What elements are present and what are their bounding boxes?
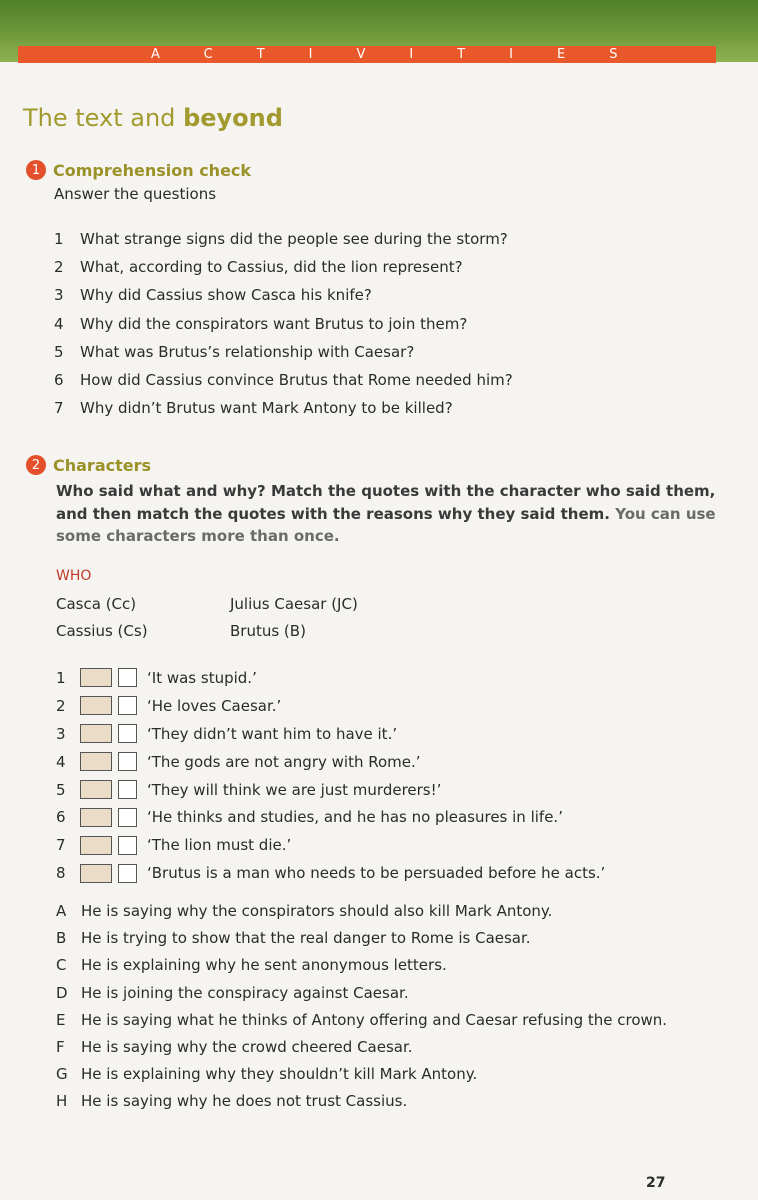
character-answer-box[interactable] xyxy=(80,752,112,771)
quote-number: 7 xyxy=(56,836,66,855)
section-title: Comprehension check xyxy=(53,160,252,180)
quote-item xyxy=(56,692,605,720)
reason-answer-box[interactable] xyxy=(118,780,137,799)
quote-number: 2 xyxy=(56,696,66,715)
section-comprehension-header xyxy=(26,160,251,180)
question-list xyxy=(54,230,513,427)
quote-number: 1 xyxy=(56,668,66,687)
character-name: Casca (Cc) xyxy=(56,595,137,613)
section-number-badge: 1 xyxy=(26,160,46,180)
quote-number: 5 xyxy=(56,780,66,799)
reason-letter: C xyxy=(56,956,67,975)
reason-answer-box[interactable] xyxy=(118,724,137,743)
question-text: Why did the conspirators want Brutus to join them? xyxy=(80,314,468,333)
character-name: Julius Caesar (JC) xyxy=(230,595,358,613)
question-item xyxy=(54,258,513,286)
reason-item xyxy=(56,1065,667,1092)
question-text: What, according to Cassius, did the lion represent? xyxy=(80,258,463,277)
reason-item xyxy=(56,929,667,956)
question-item xyxy=(54,343,513,371)
reason-item xyxy=(56,956,667,983)
question-item xyxy=(54,399,513,427)
title-normal: The text and xyxy=(23,104,176,132)
reason-answer-box[interactable] xyxy=(118,668,137,687)
question-number: 2 xyxy=(54,258,64,277)
question-number: 6 xyxy=(54,370,64,389)
question-number: 3 xyxy=(54,286,64,305)
activities-label: ACTIVITIES xyxy=(151,47,662,62)
quote-text: ‘He loves Caesar.’ xyxy=(147,696,282,715)
section-instruction: Answer the questions xyxy=(54,185,217,203)
who-label: WHO xyxy=(56,568,92,584)
question-item xyxy=(54,315,513,343)
page-number: 27 xyxy=(646,1175,666,1191)
character-answer-box[interactable] xyxy=(80,836,112,855)
reason-letter: B xyxy=(56,929,67,948)
activities-banner xyxy=(18,46,716,63)
section-instruction xyxy=(56,480,716,548)
reason-text: He is saying why the conspirators should also kill Mark Antony. xyxy=(81,902,553,920)
title-bold: beyond xyxy=(183,104,283,132)
reason-letter: H xyxy=(56,1092,68,1111)
question-number: 7 xyxy=(54,399,64,418)
reason-list xyxy=(56,902,667,1120)
question-text: What was Brutus’s relationship with Caesar? xyxy=(80,342,415,361)
quote-text: ‘They didn’t want him to have it.’ xyxy=(147,724,398,743)
quote-text: ‘Brutus is a man who needs to be persuaded before he acts.’ xyxy=(147,864,606,883)
reason-answer-box[interactable] xyxy=(118,864,137,883)
reason-answer-box[interactable] xyxy=(118,752,137,771)
quote-number: 8 xyxy=(56,864,66,883)
reason-answer-box[interactable] xyxy=(118,836,137,855)
quote-number: 3 xyxy=(56,724,66,743)
reason-item xyxy=(56,1038,667,1065)
quote-number: 4 xyxy=(56,752,66,771)
question-item xyxy=(54,230,513,258)
reason-letter: D xyxy=(56,983,68,1002)
character-answer-box[interactable] xyxy=(80,808,112,827)
question-number: 4 xyxy=(54,314,64,333)
quote-text: ‘The gods are not angry with Rome.’ xyxy=(147,752,421,771)
character-answer-box[interactable] xyxy=(80,668,112,687)
reason-answer-box[interactable] xyxy=(118,808,137,827)
quote-item xyxy=(56,831,605,859)
quote-text: ‘He thinks and studies, and he has no pleasures in life.’ xyxy=(147,808,563,827)
reason-text: He is saying why he does not trust Cassius. xyxy=(81,1092,408,1111)
character-answer-box[interactable] xyxy=(80,780,112,799)
reason-text: He is explaining why he sent anonymous letters. xyxy=(81,956,447,975)
page-title xyxy=(23,104,283,132)
quote-item xyxy=(56,748,605,776)
reason-text: He is saying what he thinks of Antony offering and Caesar refusing the crown. xyxy=(81,1010,668,1029)
reason-letter: G xyxy=(56,1065,68,1084)
instruction-note: You can use some characters more than once. xyxy=(56,504,716,545)
character-list xyxy=(56,595,456,640)
section-title: Characters xyxy=(53,455,152,475)
reason-letter: A xyxy=(56,902,67,920)
reason-answer-box[interactable] xyxy=(118,696,137,715)
instruction-main: Who said what and why? Match the quotes with the character who said them, and then match the quotes with the reasons why they said them. xyxy=(56,482,716,523)
character-name: Brutus (B) xyxy=(230,622,306,640)
question-text: How did Cassius convince Brutus that Rome needed him? xyxy=(80,370,513,389)
reason-text: He is trying to show that the real danger to Rome is Caesar. xyxy=(81,929,531,948)
character-answer-box[interactable] xyxy=(80,696,112,715)
quote-item xyxy=(56,859,605,887)
quote-text: ‘They will think we are just murderers!’ xyxy=(147,780,442,799)
question-number: 5 xyxy=(54,342,64,361)
reason-letter: E xyxy=(56,1010,66,1029)
question-text: Why did Cassius show Casca his knife? xyxy=(80,286,372,305)
reason-text: He is saying why the crowd cheered Caesar. xyxy=(81,1037,413,1056)
question-item xyxy=(54,286,513,314)
character-answer-box[interactable] xyxy=(80,724,112,743)
reason-text: He is joining the conspiracy against Caesar. xyxy=(81,983,409,1002)
quote-item xyxy=(56,720,605,748)
section-characters-header xyxy=(26,455,151,475)
reason-item xyxy=(56,902,667,929)
character-answer-box[interactable] xyxy=(80,864,112,883)
question-item xyxy=(54,371,513,399)
quote-text: ‘The lion must die.’ xyxy=(147,836,292,855)
reason-item xyxy=(56,984,667,1011)
question-text: Why didn’t Brutus want Mark Antony to be killed? xyxy=(80,399,453,418)
quote-item xyxy=(56,776,605,804)
quote-number: 6 xyxy=(56,808,66,827)
question-number: 1 xyxy=(54,230,64,248)
character-name: Cassius (Cs) xyxy=(56,622,148,640)
question-text: What strange signs did the people see during the storm? xyxy=(80,230,508,248)
reason-item xyxy=(56,1011,667,1038)
section-number-badge: 2 xyxy=(26,455,46,475)
quote-item xyxy=(56,803,605,831)
quote-text: ‘It was stupid.’ xyxy=(147,668,257,687)
quote-item xyxy=(56,664,605,692)
reason-item xyxy=(56,1092,667,1119)
reason-text: He is explaining why they shouldn’t kill Mark Antony. xyxy=(81,1065,478,1084)
reason-letter: F xyxy=(56,1037,65,1056)
quote-list xyxy=(56,664,605,887)
